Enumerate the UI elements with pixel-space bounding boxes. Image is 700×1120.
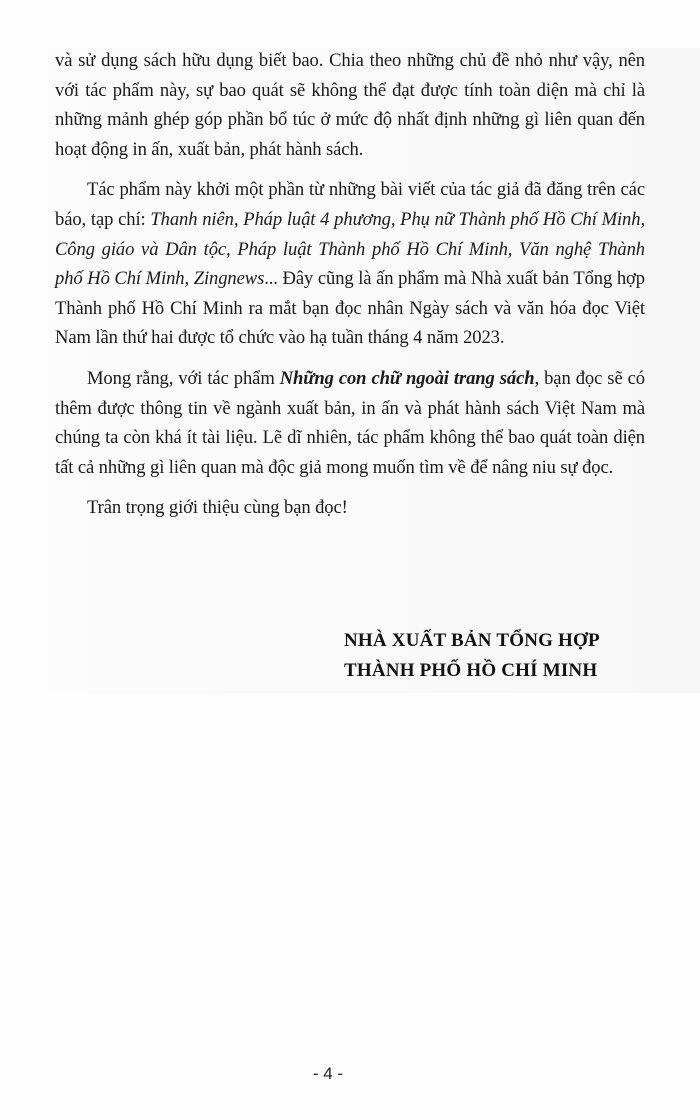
paragraph-2: [55, 175, 645, 353]
paragraph-1-text: và sử dụng sách hữu dụng biết bao. Chia theo những chủ đề nhỏ như vậy, nên với tác phẩm này, sự bao quát sẽ không thể đạt được tính toàn diện mà chỉ là những mảnh ghép góp phần bổ túc ở mức độ nhất định những gì liên quan đến hoạt động in ấn, xuất bản, phát hành sách.: [55, 50, 645, 160]
publication-list: Thanh niên, Pháp luật 4 phương, Phụ nữ Thành phố Hồ Chí Minh, Công giáo và Dân tộc, Pháp luật Thành phố Hồ Chí Minh, Văn nghệ Thành phố Hồ Chí Minh, Zingnews: [55, 208, 645, 290]
book-title: Những con chữ ngoài trang sách: [279, 367, 535, 389]
publisher-signature: [344, 626, 600, 686]
paragraph-2-intro: Tác phẩm này khởi một phần từ những bài viết của tác giả đã đăng trên các báo, tạp chí:: [55, 179, 645, 230]
paragraph-3: [55, 364, 645, 482]
page-number: - 4 -: [312, 1064, 344, 1083]
closing-line: Trân trọng giới thiệu cùng bạn đọc!: [87, 497, 348, 519]
signature-line-1: NHÀ XUẤT BẢN TỔNG HỢP: [344, 630, 600, 651]
paragraph-2-rest: ... Đây cũng là ấn phẩm mà Nhà xuất bản Tổng hợp Thành phố Hồ Chí Minh ra mắt bạn đọc nhân Ngày sách và văn hóa đọc Việt Nam lần thứ hai được tổ chức vào hạ tuần tháng 4 năm 2023.: [55, 268, 645, 349]
paragraph-1: [55, 46, 645, 164]
paragraph-4: [55, 493, 645, 523]
signature-line-2: THÀNH PHỐ HỒ CHÍ MINH: [344, 660, 598, 681]
paragraph-3-intro: Mong rằng, với tác phẩm: [87, 367, 280, 389]
body-text: [55, 46, 645, 534]
paragraph-3-rest: , bạn đọc sẽ có thêm được thông tin về ngành xuất bản, in ấn và phát hành sách Việt Nam mà chúng ta còn khá ít tài liệu. Lẽ dĩ nhiên, tác phẩm không thể bao quát toàn diện tất cả những gì liên quan mà độc giả mong muốn tìm về để nâng niu sự đọc.: [55, 367, 645, 478]
